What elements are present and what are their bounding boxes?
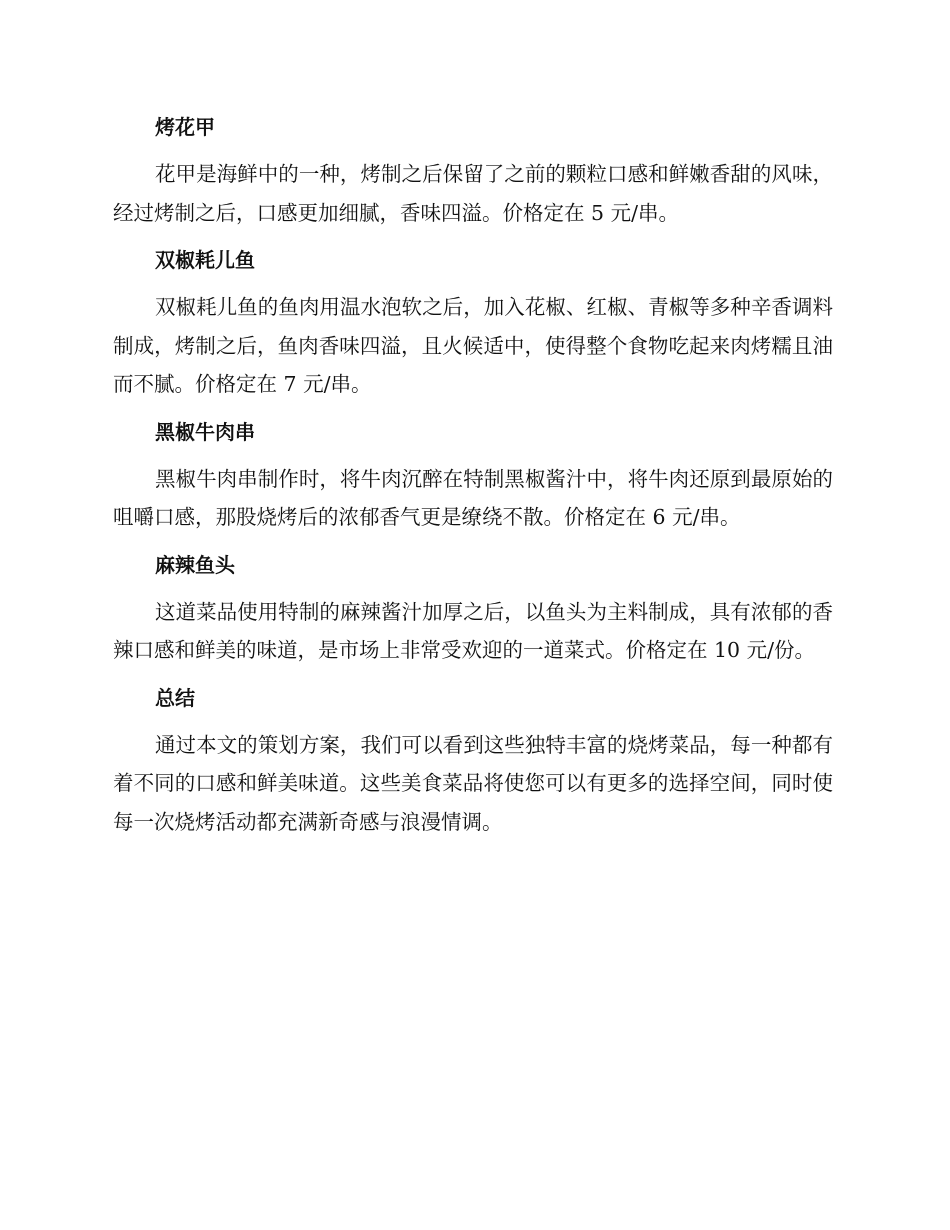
section-black-pepper-beef [113,413,833,537]
section-paragraph: 这道菜品使用特制的麻辣酱汁加厚之后，以鱼头为主料制成，具有浓郁的香辣口感和鲜美的味道，是市场上非常受欢迎的一道菜式。价格定在 10 元/份。 [113,599,833,662]
section-grilled-clams [113,108,833,232]
section-paragraph: 双椒耗儿鱼的鱼肉用温水泡软之后，加入花椒、红椒、青椒等多种辛香调料制成，烤制之后，鱼肉香味四溢，且火候适中，使得整个食物吃起来肉烤糯且油而不腻。价格定在 7 元/串。 [113,295,833,396]
section-heading: 黑椒牛肉串 [155,419,255,444]
section-heading: 双椒耗儿鱼 [155,248,255,272]
section-paragraph: 花甲是海鲜中的一种，烤制之后保留了之前的颗粒口感和鲜嫩香甜的风味，经过烤制之后，口感更加细腻，香味四溢。价格定在 5 元/串。 [113,162,833,225]
section-spicy-fish-head [113,546,833,670]
section-paragraph: 通过本文的策划方案，我们可以看到这些独特丰富的烧烤菜品，每一种都有着不同的口感和鲜美味道。这些美食菜品将使您可以有更多的选择空间，同时使每一次烧烤活动都充满新奇感与浪漫情调。 [113,732,833,834]
section-heading: 烤花甲 [155,115,215,139]
section-heading: 总结 [155,685,195,710]
section-paragraph: 黑椒牛肉串制作时，将牛肉沉醉在特制黑椒酱汁中，将牛肉还原到最原始的咀嚼口感，那股烧烤后的浓郁香气更是缭绕不散。价格定在 6 元/串。 [113,466,833,529]
section-double-pepper-fish [113,241,833,404]
section-summary [113,679,833,842]
section-heading: 麻辣鱼头 [155,552,235,577]
document-page [113,108,833,850]
